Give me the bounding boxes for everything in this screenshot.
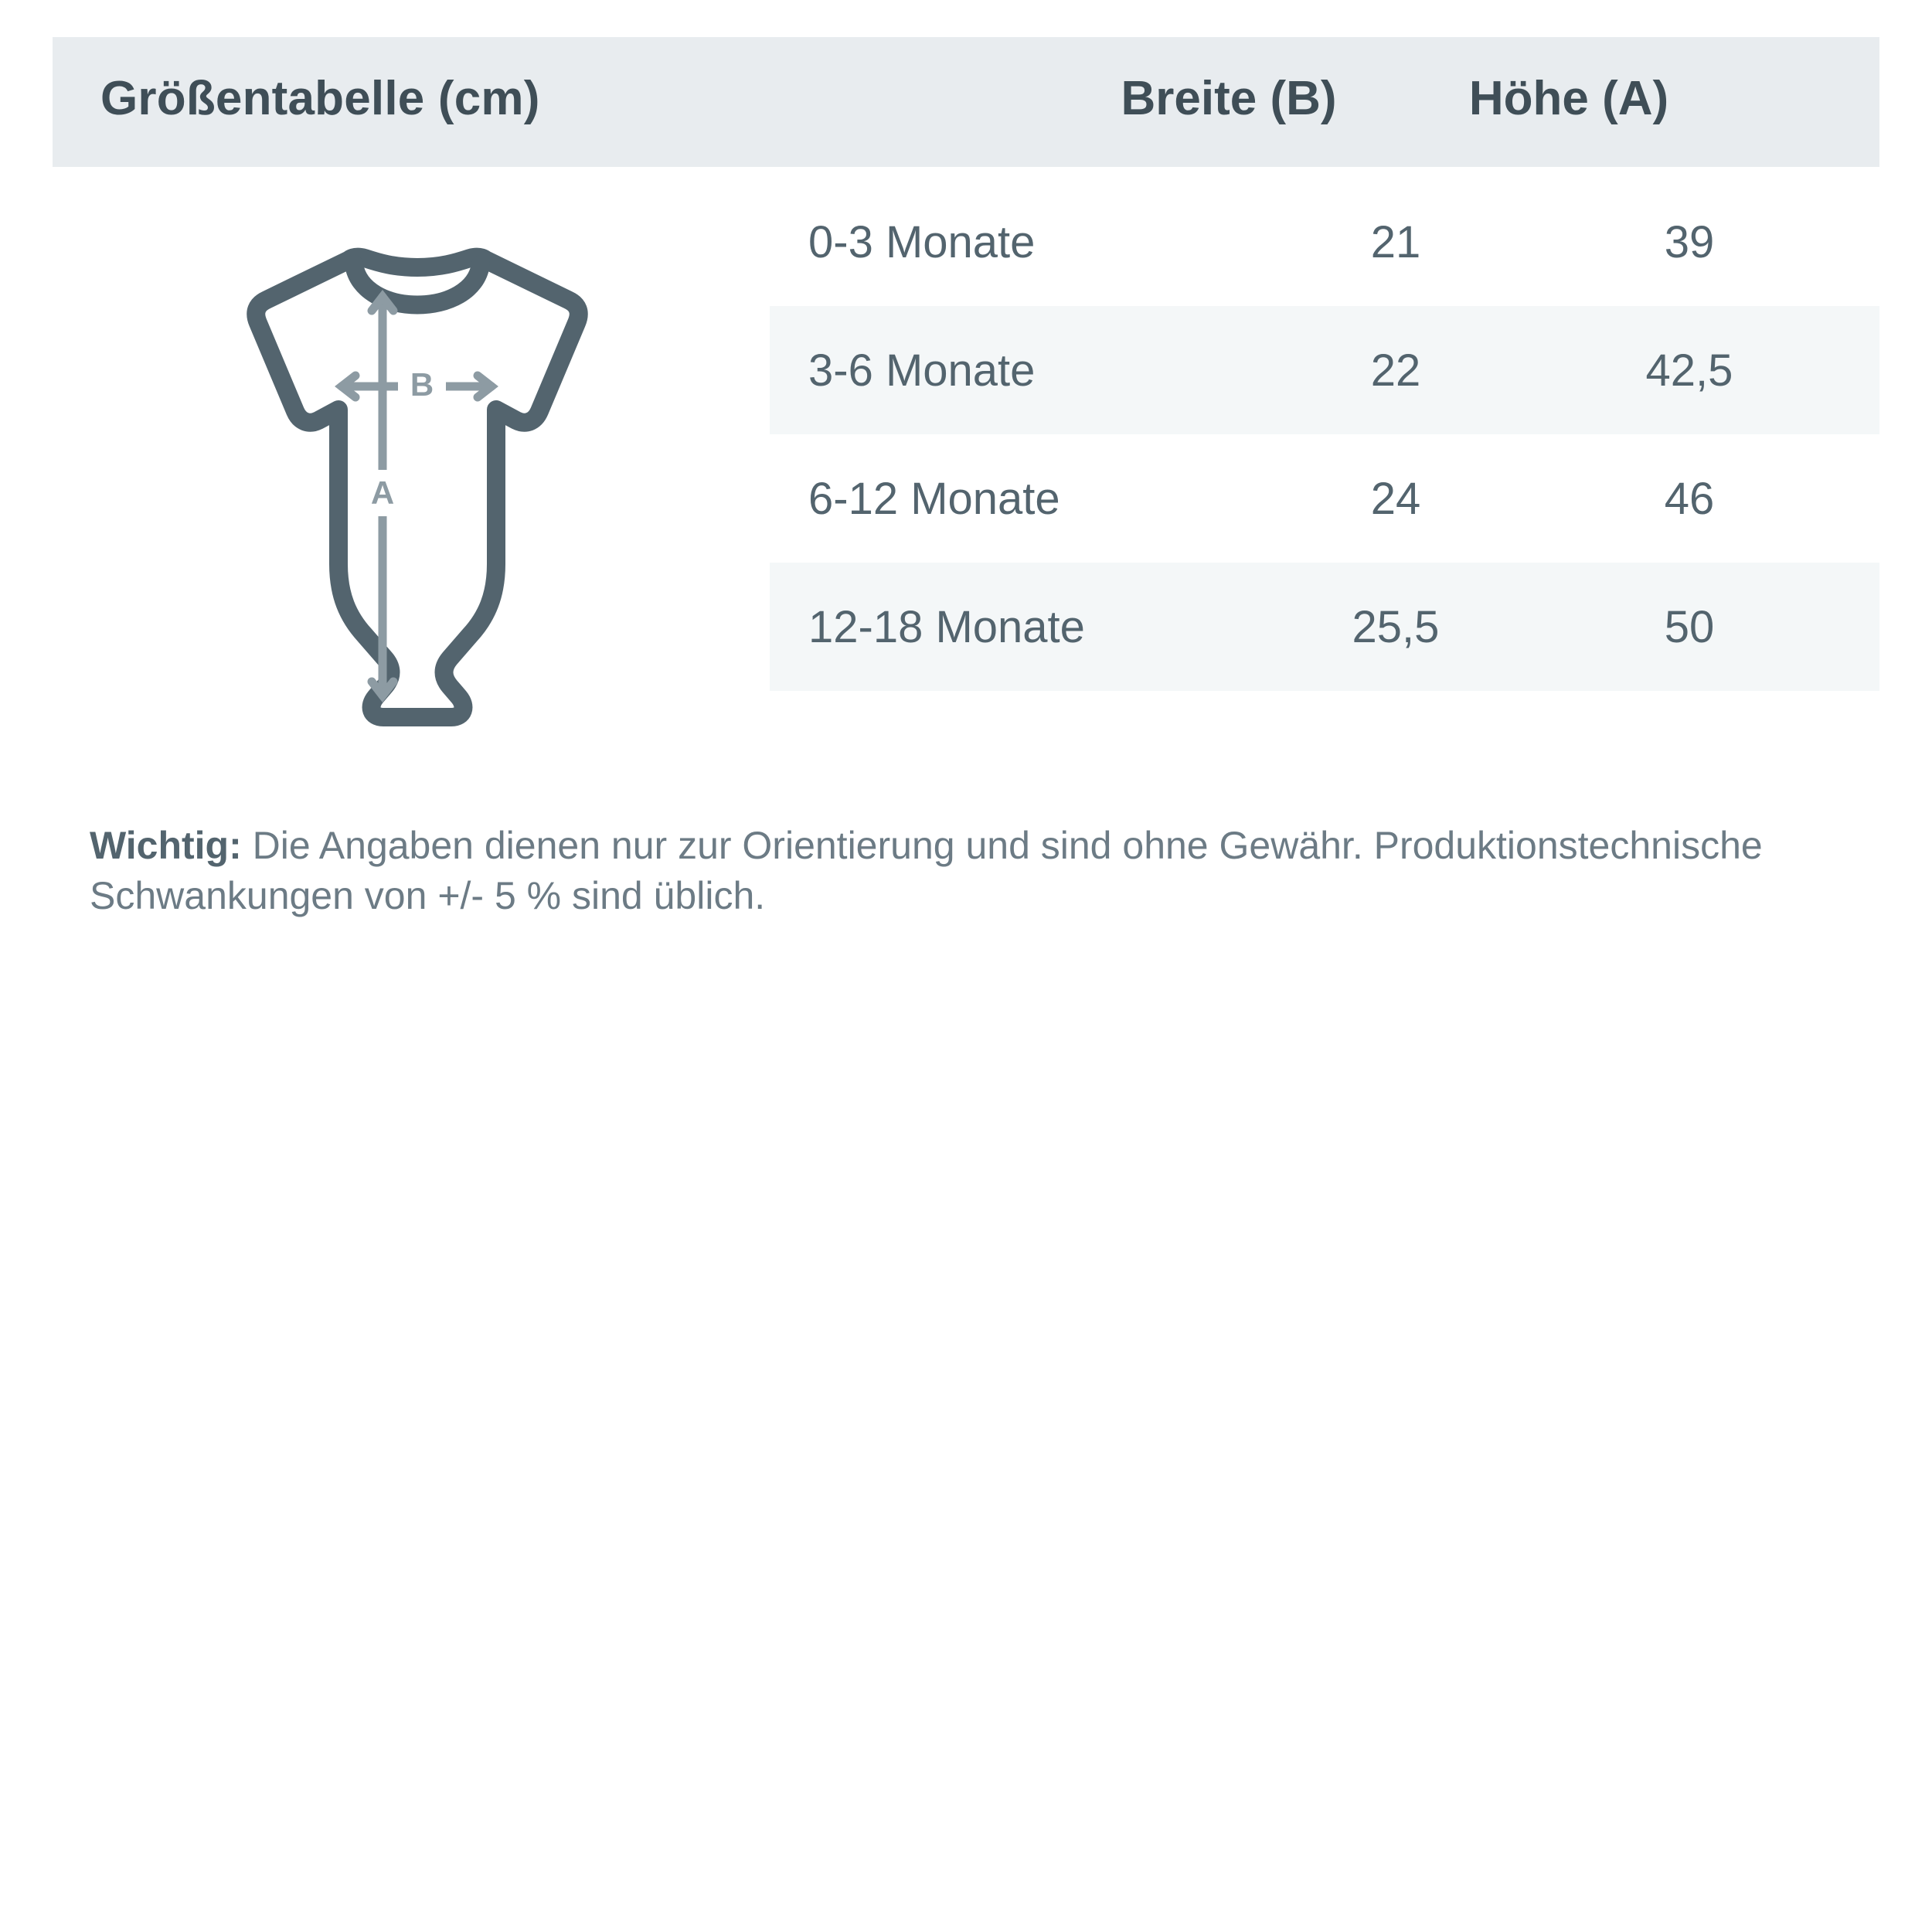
cell-width: 25,5 (1352, 601, 1440, 652)
bodysuit-icon (147, 232, 688, 773)
cell-size: 12-18 Monate (808, 601, 1085, 652)
cell-height: 46 (1664, 473, 1715, 524)
column-header-height: Höhe (A) (1468, 72, 1669, 125)
cell-height: 42,5 (1645, 345, 1733, 396)
cell-width: 22 (1370, 345, 1421, 396)
cell-width: 24 (1370, 473, 1421, 524)
table-row (770, 306, 1879, 434)
table-row (770, 563, 1879, 691)
cell-width: 21 (1370, 216, 1421, 267)
size-table (770, 178, 1879, 691)
cell-height: 39 (1664, 216, 1715, 267)
width-label: B (410, 366, 434, 403)
cell-height: 50 (1664, 601, 1715, 652)
cell-size: 3-6 Monate (808, 345, 1036, 396)
height-label: A (370, 474, 395, 511)
disclaimer-lead: Wichtig: (90, 824, 242, 867)
bodysuit-diagram (147, 232, 688, 773)
page-title: Größentabelle (cm) (100, 72, 540, 125)
cell-size: 0-3 Monate (808, 216, 1036, 267)
disclaimer-text: Die Angaben dienen nur zur Orientierung und sind ohne Gewähr. Produktionstechnische Schwankungen von +/- 5 % sind üblich. (90, 824, 1763, 917)
table-row (770, 178, 1879, 306)
cell-size: 6-12 Monate (808, 473, 1060, 524)
table-row (770, 434, 1879, 563)
column-header-width: Breite (B) (1121, 72, 1337, 125)
disclaimer-note (90, 821, 1852, 921)
